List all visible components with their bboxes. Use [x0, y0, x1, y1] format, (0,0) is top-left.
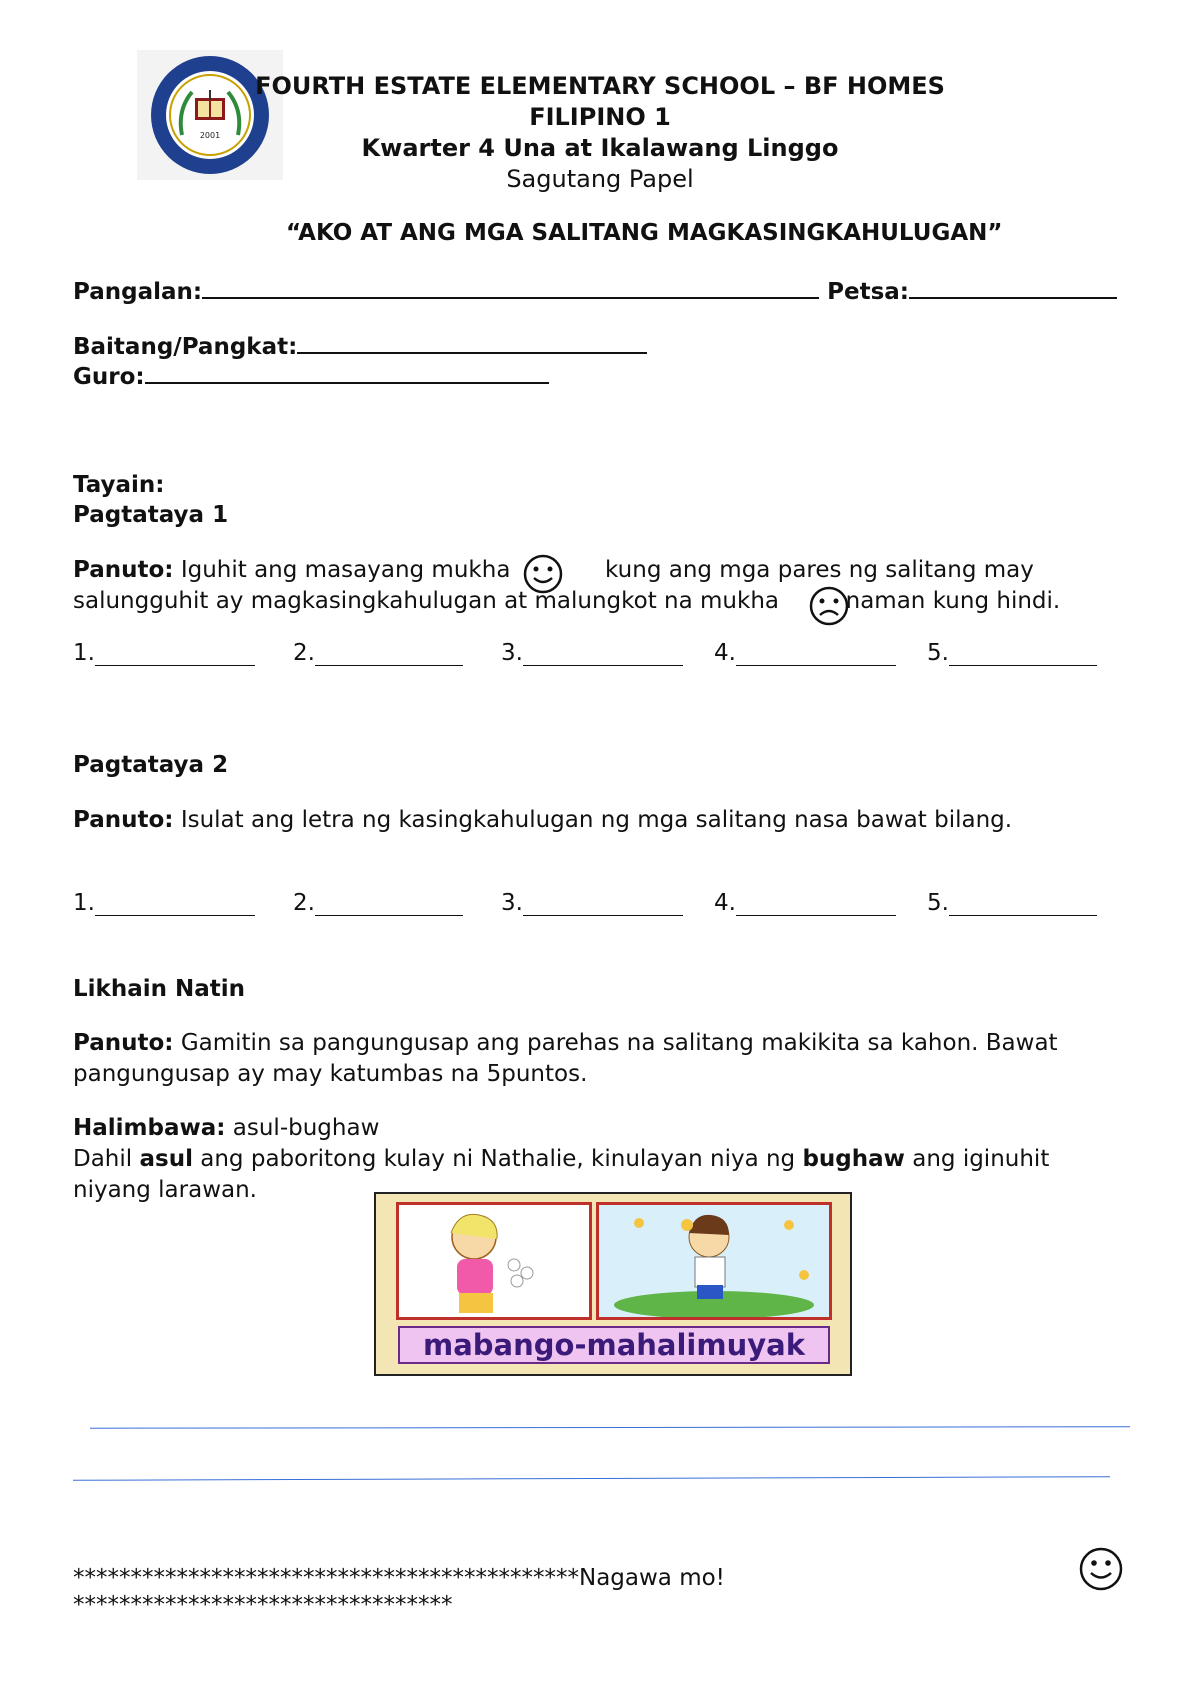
instruction-text: salungguhit ay magkasingkahulugan at malungkot na mukha — [73, 588, 780, 614]
logo-year: 2001 — [199, 131, 221, 140]
answer-blank[interactable]: 2. — [293, 640, 463, 666]
happy-face-icon — [1078, 1546, 1124, 1592]
panuto-label: Panuto: — [73, 807, 174, 833]
teacher-label: Guro: — [73, 364, 145, 390]
answer-blank[interactable]: 1. — [73, 890, 255, 916]
subject: FILIPINO 1 — [529, 103, 671, 131]
answer-blank[interactable]: 3. — [501, 890, 683, 916]
example-sentence-line2: niyang larawan. — [73, 1177, 257, 1203]
pagtataya2-instructions — [73, 805, 1012, 836]
example-pair: asul-bughaw — [232, 1115, 380, 1141]
example-row — [73, 1113, 379, 1144]
answer-blank[interactable]: 5. — [927, 640, 1097, 666]
name-label: Pangalan: — [73, 279, 203, 305]
example-sentence: Dahil asul ang paboritong kulay ni Nathalie, kinulayan niya ng bughaw ang iginuhit — [73, 1146, 1050, 1172]
likhain-instructions — [73, 1028, 1163, 1059]
picture-caption: mabango-mahalimuyak — [398, 1326, 830, 1364]
tayain-heading: Tayain: — [73, 472, 165, 498]
footer-stars-line2: ********************************* — [73, 1592, 453, 1618]
worksheet-title: “AKO AT ANG MGA SALITANG MAGKASINGKAHULUGAN” — [286, 220, 1003, 246]
teacher-row — [73, 358, 549, 393]
likhain-heading: Likhain Natin — [73, 976, 246, 1002]
panuto-label: Panuto: — [73, 1030, 174, 1056]
example-label: Halimbawa: — [73, 1115, 226, 1141]
example-picture — [374, 1192, 852, 1376]
grade-label: Baitang/Pangkat: — [73, 334, 298, 360]
answer-blank[interactable]: 3. — [501, 640, 683, 666]
likhain-instructions-line2: pangungusap ay may katumbas na 5puntos. — [73, 1061, 588, 1087]
answer-line[interactable] — [73, 1476, 1110, 1481]
name-row — [73, 273, 1143, 308]
panuto-label: Panuto: — [73, 557, 174, 583]
teacher-field[interactable] — [145, 358, 549, 384]
picture-panel-boy — [596, 1202, 832, 1320]
name-field[interactable] — [202, 273, 819, 299]
answer-blank[interactable]: 4. — [714, 890, 896, 916]
answer-blank[interactable]: 5. — [927, 890, 1097, 916]
date-label: Petsa: — [827, 279, 909, 305]
done-text: Nagawa mo! — [579, 1565, 725, 1591]
school-name: FOURTH ESTATE ELEMENTARY SCHOOL – BF HOMES — [255, 72, 945, 100]
instruction-text: kung ang mga pares ng salitang may — [605, 557, 1034, 583]
answer-line[interactable] — [90, 1426, 1130, 1428]
quarter: Kwarter 4 Una at Ikalawang Linggo — [361, 134, 839, 162]
picture-panel-girl — [396, 1202, 592, 1320]
paper-type: Sagutang Papel — [506, 165, 694, 193]
instruction-text: Gamitin sa pangungusap ang parehas na salitang makikita sa kahon. Bawat — [180, 1030, 1058, 1056]
pagtataya1-heading: Pagtataya 1 — [73, 502, 229, 528]
answer-blank[interactable]: 2. — [293, 890, 463, 916]
date-field[interactable] — [909, 273, 1117, 299]
answer-blank[interactable]: 1. — [73, 640, 255, 666]
pagtataya1-instructions — [73, 555, 1153, 586]
instruction-text: Iguhit ang masayang mukha — [180, 557, 511, 583]
sad-face-icon — [808, 585, 850, 627]
pagtataya2-heading: Pagtataya 2 — [73, 752, 229, 778]
answer-blank[interactable]: 4. — [714, 640, 896, 666]
instruction-text: Isulat ang letra ng kasingkahulugan ng mga salitang nasa bawat bilang. — [180, 807, 1013, 833]
footer-stars: ******************************************** — [73, 1565, 579, 1591]
grade-field[interactable] — [297, 328, 647, 354]
pagtataya1-instructions-line2 — [73, 586, 1153, 617]
happy-face-icon — [522, 553, 564, 595]
instruction-text: naman kung hindi. — [845, 588, 1061, 614]
